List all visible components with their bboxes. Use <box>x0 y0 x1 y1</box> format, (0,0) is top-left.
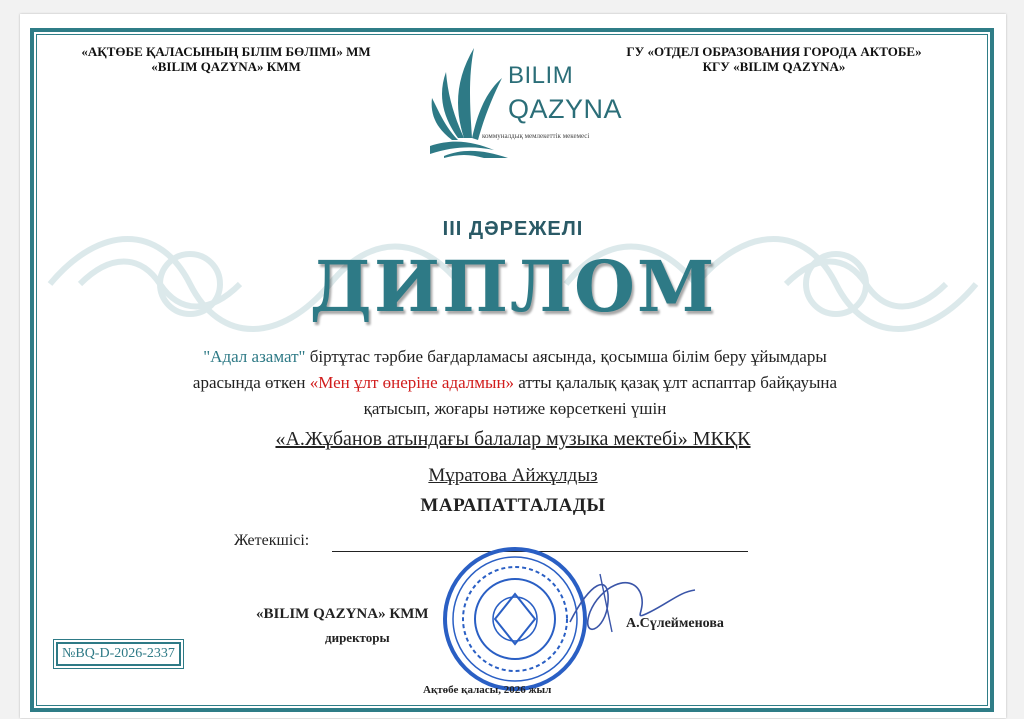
open-book-leaves-icon <box>424 38 514 158</box>
signatory-name: А.Сүлейменова <box>626 616 724 631</box>
header-right-line1: ГУ «ОТДЕЛ ОБРАЗОВАНИЯ ГОРОДА АКТОБЕ» <box>626 44 922 59</box>
header-left-line2: «BILIM QAZYNA» КММ <box>151 59 301 74</box>
student-name <box>20 465 1006 487</box>
diploma-sheet <box>20 14 1006 718</box>
registration-number: №BQ-D-2026-2337 <box>56 642 181 666</box>
signatory-position: директоры <box>325 630 390 645</box>
program-name: "Адал азамат" <box>203 347 306 366</box>
school-name <box>20 428 1006 451</box>
description-part2: атты қалалық қазақ ұлт аспаптар байқауына қатысып, жоғары нәтиже көрсеткені үшін <box>363 373 838 418</box>
logo-text-qazyna: QAZYNA <box>508 94 623 124</box>
header-right-line2: КГУ «BILIM QAZYNA» <box>702 59 846 74</box>
signatory-organization: «BILIM QAZYNA» КММ <box>256 606 429 622</box>
degree-label: III ДӘРЕЖЕЛІ <box>442 218 584 240</box>
header-right <box>594 44 954 74</box>
award-verb: МАРАПАТТАЛАДЫ <box>420 495 606 516</box>
city-year: Ақтөбе қаласы, 2026 жыл <box>423 684 552 696</box>
school-name-text: «А.Жұбанов атындағы балалар музыка мектебі» МКҚК <box>275 428 751 450</box>
header-left <box>56 44 396 74</box>
student-name-text: Мұратова Айжұлдыз <box>428 465 598 486</box>
logo-text-bilim: BILIM <box>508 62 574 89</box>
logo-subtitle: коммуналдық мемлекеттік мекемесі <box>482 132 590 140</box>
header-left-line1: «АҚТӨБЕ ҚАЛАСЫНЫҢ БІЛІМ БӨЛІМІ» ММ <box>81 44 371 59</box>
award-description <box>170 344 860 422</box>
leader-label: Жетекшісі: <box>234 532 310 549</box>
contest-name: «Мен ұлт өнеріне адалмын» <box>309 373 515 392</box>
diploma-title: ДИПЛОМ <box>309 245 717 328</box>
bilim-qazyna-logo <box>424 38 623 168</box>
description-part1: біртұтас тәрбие бағдарламасы аясында, қосымша білім беру ұйымдары арасында өткен <box>192 347 827 392</box>
